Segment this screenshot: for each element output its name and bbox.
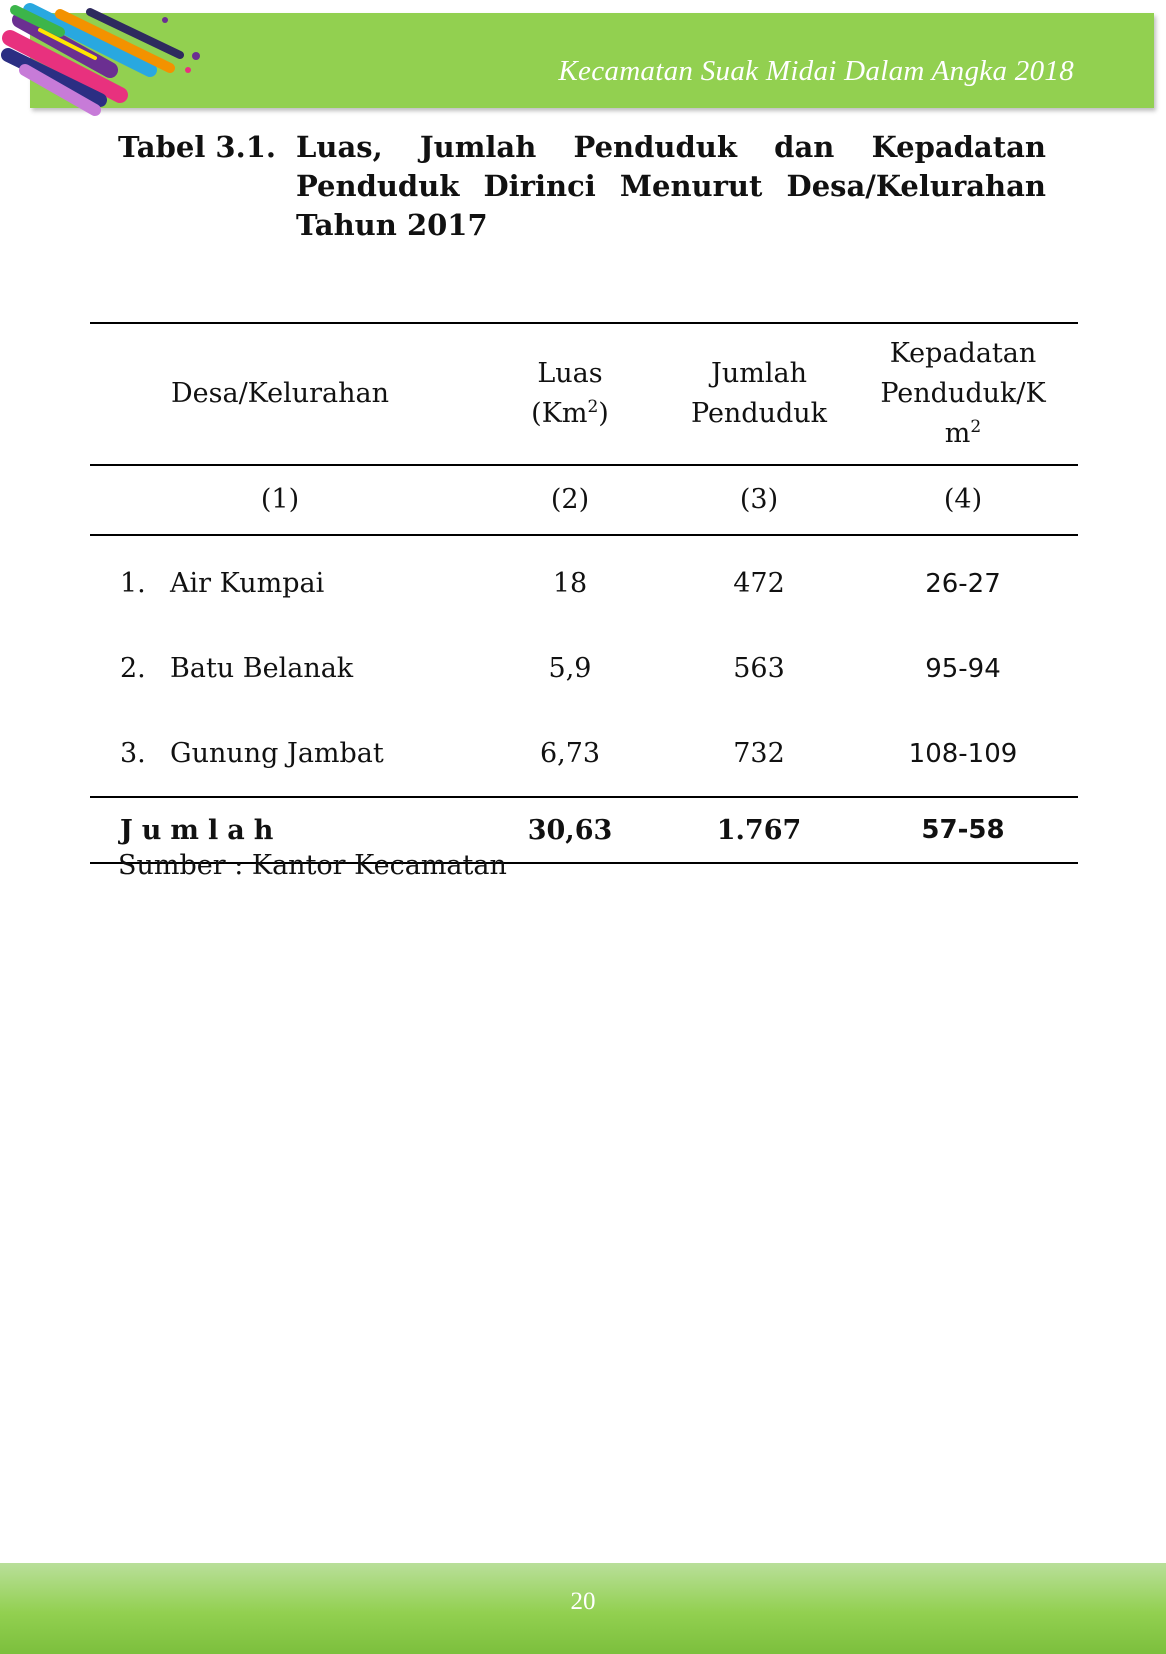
table-row — [90, 626, 1078, 711]
row-luas: 6,73 — [539, 738, 601, 769]
table-row — [90, 711, 1078, 797]
decorative-stripes-logo — [0, 0, 220, 120]
row-kepadatan: 95-94 — [925, 653, 1001, 684]
row-name: 3. Gunung Jambat — [120, 738, 384, 769]
row-jumlah: 563 — [733, 653, 785, 684]
row-kepadatan: 108-109 — [908, 738, 1018, 769]
column-number-row — [90, 465, 1078, 535]
population-table — [90, 322, 1078, 864]
row-kepadatan: 26-27 — [925, 568, 1001, 599]
row-luas: 18 — [552, 568, 588, 599]
header-row — [90, 323, 1078, 465]
row-luas: 5,9 — [548, 653, 592, 684]
caption-number: Tabel 3.1. — [118, 130, 276, 164]
total-kepadatan: 57-58 — [848, 797, 1078, 863]
colnum-1: (1) — [90, 465, 470, 535]
total-luas: 30,63 — [470, 797, 670, 863]
total-jumlah: 1.767 — [670, 797, 848, 863]
header-desa: Desa/Kelurahan — [90, 323, 470, 465]
header-jumlah: Jumlah Penduduk — [670, 323, 848, 465]
caption-text: Luas, Jumlah Penduduk dan Kepadatan Penduduk Dirinci Menurut Desa/Kelurahan Tahun 2017 — [296, 130, 1046, 242]
colnum-4: (4) — [848, 465, 1078, 535]
row-name: 1. Air Kumpai — [120, 568, 325, 599]
row-name: 2. Batu Belanak — [120, 653, 354, 684]
header-title: Kecamatan Suak Midai Dalam Angka 2018 — [558, 55, 1074, 87]
colnum-3: (3) — [670, 465, 848, 535]
row-jumlah: 732 — [733, 738, 785, 769]
row-jumlah: 472 — [733, 568, 785, 599]
header-luas: Luas (Km$^2$) — [470, 323, 670, 465]
table-row — [90, 535, 1078, 626]
colnum-2: (2) — [470, 465, 670, 535]
page-number: 20 — [570, 1588, 596, 1615]
total-label: Jumlah — [90, 797, 470, 863]
header-kepadatan: Kepadatan Penduduk/K $m^2$ — [848, 323, 1078, 465]
source-note: Sumber : Kantor Kecamatan — [118, 850, 507, 881]
